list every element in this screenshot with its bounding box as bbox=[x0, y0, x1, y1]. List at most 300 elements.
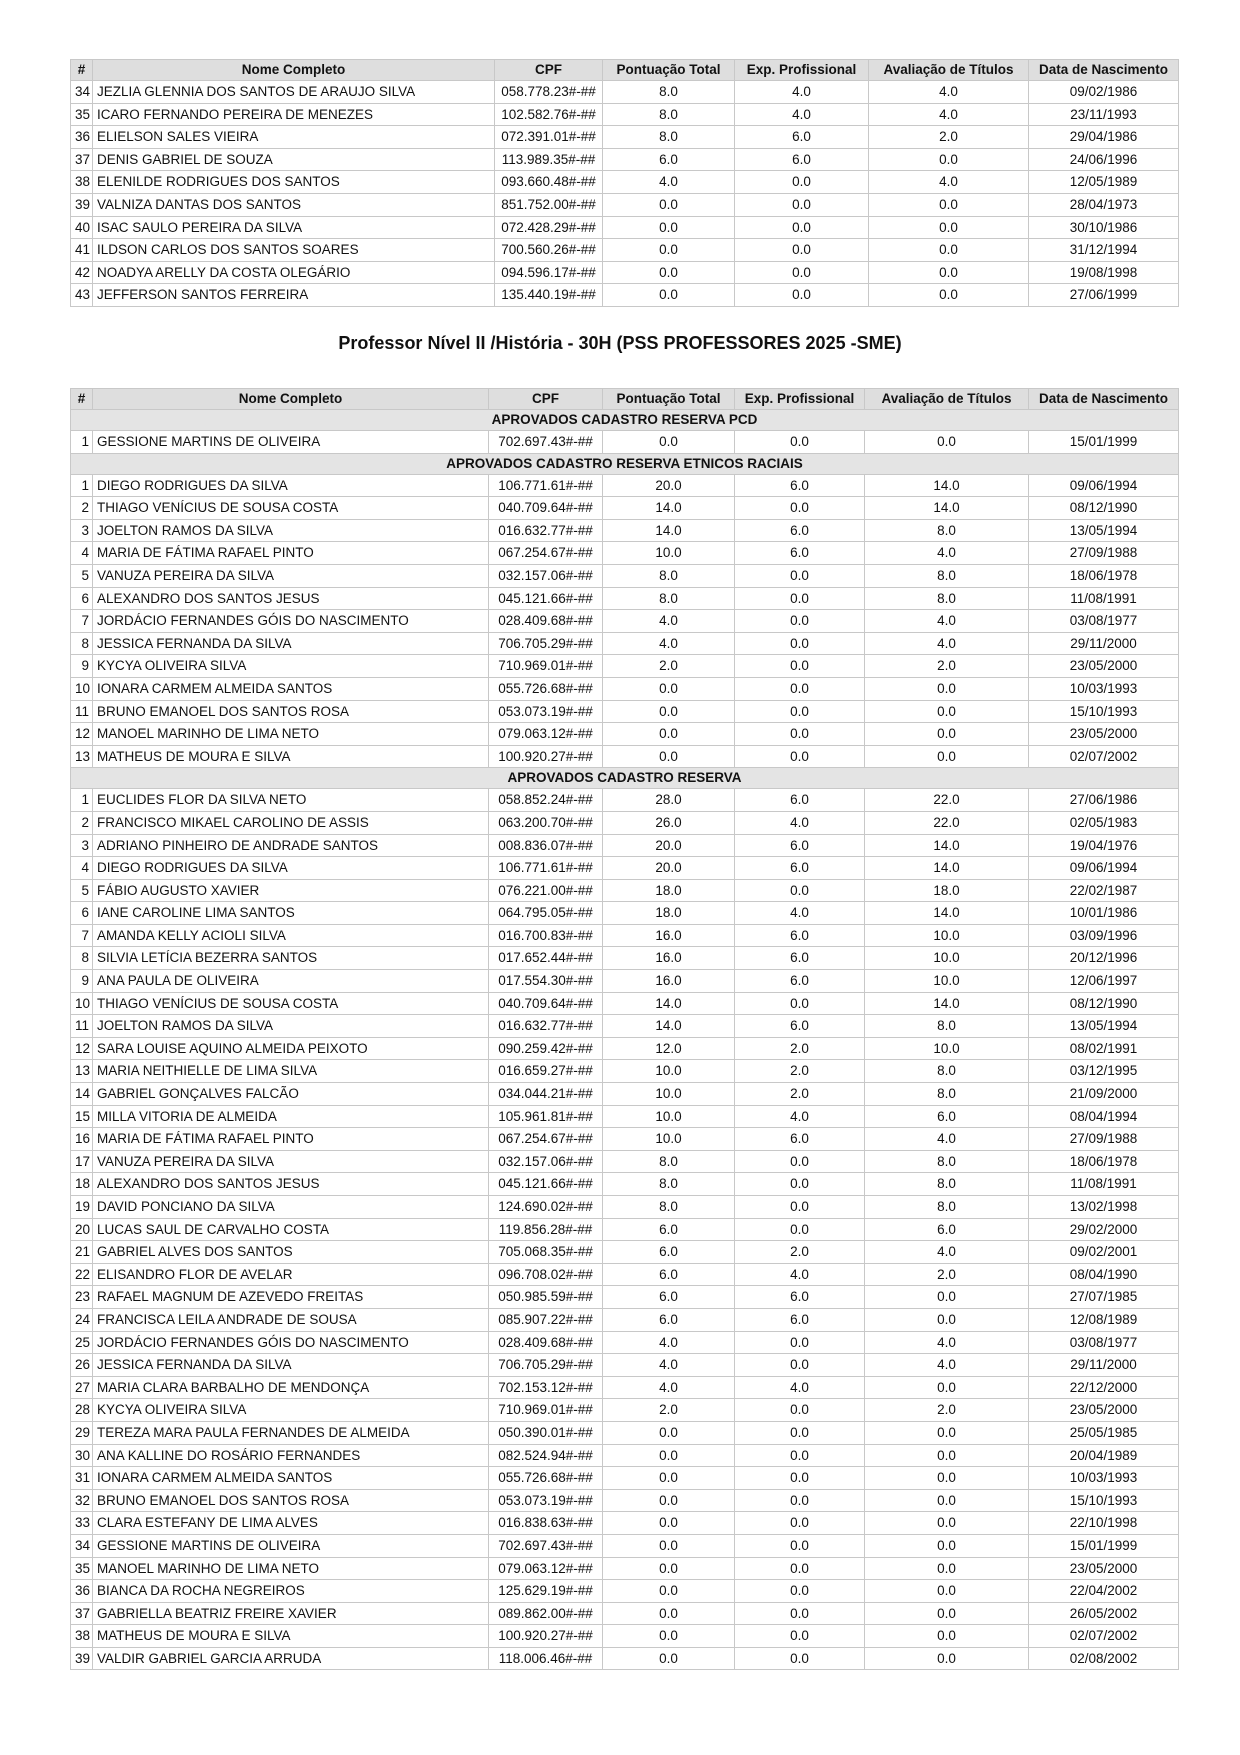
row-name: MARIA CLARA BARBALHO DE MENDONÇA bbox=[93, 1376, 489, 1399]
table-row bbox=[71, 1331, 1179, 1354]
row-titles: 0.0 bbox=[869, 261, 1029, 284]
row-cpf: 053.073.19#-## bbox=[489, 1489, 603, 1512]
row-exp: 4.0 bbox=[735, 1376, 865, 1399]
row-titles: 4.0 bbox=[869, 103, 1029, 126]
row-exp: 0.0 bbox=[735, 431, 865, 454]
table-row bbox=[71, 700, 1179, 723]
row-name: EUCLIDES FLOR DA SILVA NETO bbox=[93, 789, 489, 812]
row-total: 28.0 bbox=[603, 789, 735, 812]
row-titles: 0.0 bbox=[865, 1580, 1029, 1603]
row-titles: 0.0 bbox=[865, 431, 1029, 454]
row-total: 8.0 bbox=[603, 1150, 735, 1173]
row-name: MANOEL MARINHO DE LIMA NETO bbox=[93, 723, 489, 746]
row-exp: 0.0 bbox=[735, 1331, 865, 1354]
row-name: JESSICA FERNANDA DA SILVA bbox=[93, 632, 489, 655]
row-birthdate: 02/08/2002 bbox=[1029, 1647, 1179, 1670]
row-exp: 0.0 bbox=[735, 171, 869, 194]
col-index-header: # bbox=[71, 389, 93, 410]
row-titles: 4.0 bbox=[865, 1354, 1029, 1377]
group-title: APROVADOS CADASTRO RESERVA PCD bbox=[71, 410, 1179, 431]
row-cpf: 050.390.01#-## bbox=[489, 1421, 603, 1444]
row-name: DIEGO RODRIGUES DA SILVA bbox=[93, 474, 489, 497]
row-index: 4 bbox=[71, 857, 93, 880]
row-name: BRUNO EMANOEL DOS SANTOS ROSA bbox=[93, 1489, 489, 1512]
row-titles: 2.0 bbox=[865, 1263, 1029, 1286]
table-row bbox=[71, 834, 1179, 857]
row-exp: 4.0 bbox=[735, 1105, 865, 1128]
row-cpf: 016.632.77#-## bbox=[489, 519, 603, 542]
table-row bbox=[71, 632, 1179, 655]
row-index: 1 bbox=[71, 474, 93, 497]
col-exp-header: Exp. Profissional bbox=[735, 60, 869, 81]
group-header-row bbox=[71, 410, 1179, 431]
row-total: 2.0 bbox=[603, 655, 735, 678]
row-index: 13 bbox=[71, 1060, 93, 1083]
row-name: FRANCISCO MIKAEL CAROLINO DE ASSIS bbox=[93, 811, 489, 834]
row-exp: 6.0 bbox=[735, 126, 869, 149]
row-titles: 14.0 bbox=[865, 992, 1029, 1015]
row-titles: 18.0 bbox=[865, 879, 1029, 902]
row-titles: 0.0 bbox=[865, 1489, 1029, 1512]
row-index: 25 bbox=[71, 1331, 93, 1354]
group-title: APROVADOS CADASTRO RESERVA ETNICOS RACIAIS bbox=[71, 453, 1179, 474]
row-titles: 0.0 bbox=[865, 1376, 1029, 1399]
row-name: DAVID PONCIANO DA SILVA bbox=[93, 1196, 489, 1219]
table-row bbox=[71, 587, 1179, 610]
table-row bbox=[71, 1150, 1179, 1173]
row-total: 0.0 bbox=[603, 284, 735, 307]
row-name: MARIA DE FÁTIMA RAFAEL PINTO bbox=[93, 1128, 489, 1151]
row-titles: 4.0 bbox=[869, 171, 1029, 194]
row-titles: 0.0 bbox=[865, 1308, 1029, 1331]
row-total: 2.0 bbox=[603, 1399, 735, 1422]
row-birthdate: 15/10/1993 bbox=[1029, 700, 1179, 723]
row-total: 0.0 bbox=[603, 1647, 735, 1670]
row-total: 0.0 bbox=[603, 1421, 735, 1444]
row-exp: 0.0 bbox=[735, 261, 869, 284]
row-exp: 0.0 bbox=[735, 193, 869, 216]
row-total: 14.0 bbox=[603, 1015, 735, 1038]
row-birthdate: 15/10/1993 bbox=[1029, 1489, 1179, 1512]
row-index: 12 bbox=[71, 1037, 93, 1060]
row-name: MATHEUS DE MOURA E SILVA bbox=[93, 745, 489, 768]
row-cpf: 072.428.29#-## bbox=[495, 216, 603, 239]
row-cpf: 706.705.29#-## bbox=[489, 632, 603, 655]
group-header-row bbox=[71, 453, 1179, 474]
row-index: 42 bbox=[71, 261, 93, 284]
col-titles-header: Avaliação de Títulos bbox=[869, 60, 1029, 81]
row-index: 37 bbox=[71, 1602, 93, 1625]
row-exp: 2.0 bbox=[735, 1060, 865, 1083]
row-index: 2 bbox=[71, 497, 93, 520]
row-cpf: 106.771.61#-## bbox=[489, 474, 603, 497]
row-cpf: 072.391.01#-## bbox=[495, 126, 603, 149]
row-index: 6 bbox=[71, 587, 93, 610]
row-exp: 4.0 bbox=[735, 902, 865, 925]
row-index: 17 bbox=[71, 1150, 93, 1173]
row-birthdate: 09/06/1994 bbox=[1029, 474, 1179, 497]
row-index: 1 bbox=[71, 431, 93, 454]
row-cpf: 702.697.43#-## bbox=[489, 431, 603, 454]
row-cpf: 082.524.94#-## bbox=[489, 1444, 603, 1467]
row-total: 0.0 bbox=[603, 1557, 735, 1580]
row-name: NOADYA ARELLY DA COSTA OLEGÁRIO bbox=[93, 261, 495, 284]
row-total: 4.0 bbox=[603, 171, 735, 194]
row-index: 14 bbox=[71, 1083, 93, 1106]
row-cpf: 016.632.77#-## bbox=[489, 1015, 603, 1038]
row-index: 12 bbox=[71, 723, 93, 746]
row-birthdate: 22/02/1987 bbox=[1029, 879, 1179, 902]
row-total: 8.0 bbox=[603, 81, 735, 104]
row-birthdate: 24/06/1996 bbox=[1029, 148, 1179, 171]
row-total: 0.0 bbox=[603, 723, 735, 746]
row-titles: 14.0 bbox=[865, 902, 1029, 925]
row-name: ANA KALLINE DO ROSÁRIO FERNANDES bbox=[93, 1444, 489, 1467]
row-birthdate: 19/08/1998 bbox=[1029, 261, 1179, 284]
table-row bbox=[71, 1625, 1179, 1648]
row-titles: 14.0 bbox=[865, 857, 1029, 880]
row-total: 0.0 bbox=[603, 1489, 735, 1512]
row-name: KYCYA OLIVEIRA SILVA bbox=[93, 1399, 489, 1422]
row-index: 2 bbox=[71, 811, 93, 834]
row-exp: 0.0 bbox=[735, 879, 865, 902]
row-titles: 10.0 bbox=[865, 970, 1029, 993]
table-row bbox=[71, 1444, 1179, 1467]
row-birthdate: 23/05/2000 bbox=[1029, 1557, 1179, 1580]
row-birthdate: 02/07/2002 bbox=[1029, 745, 1179, 768]
row-birthdate: 15/01/1999 bbox=[1029, 1534, 1179, 1557]
row-exp: 6.0 bbox=[735, 924, 865, 947]
table-row bbox=[71, 193, 1179, 216]
row-birthdate: 29/04/1986 bbox=[1029, 126, 1179, 149]
table-row bbox=[71, 1105, 1179, 1128]
row-name: RAFAEL MAGNUM DE AZEVEDO FREITAS bbox=[93, 1286, 489, 1309]
col-cpf-header: CPF bbox=[489, 389, 603, 410]
table-row bbox=[71, 103, 1179, 126]
row-titles: 10.0 bbox=[865, 947, 1029, 970]
row-exp: 0.0 bbox=[735, 587, 865, 610]
row-birthdate: 19/04/1976 bbox=[1029, 834, 1179, 857]
row-index: 7 bbox=[71, 924, 93, 947]
table-row bbox=[71, 542, 1179, 565]
row-birthdate: 03/09/1996 bbox=[1029, 924, 1179, 947]
row-name: JORDÁCIO FERNANDES GÓIS DO NASCIMENTO bbox=[93, 610, 489, 633]
table-row bbox=[71, 1173, 1179, 1196]
row-titles: 10.0 bbox=[865, 924, 1029, 947]
row-birthdate: 27/09/1988 bbox=[1029, 542, 1179, 565]
row-titles: 0.0 bbox=[865, 723, 1029, 746]
row-cpf: 094.596.17#-## bbox=[495, 261, 603, 284]
row-total: 0.0 bbox=[603, 216, 735, 239]
row-titles: 0.0 bbox=[869, 239, 1029, 262]
row-index: 26 bbox=[71, 1354, 93, 1377]
row-name: TEREZA MARA PAULA FERNANDES DE ALMEIDA bbox=[93, 1421, 489, 1444]
table-row bbox=[71, 497, 1179, 520]
row-cpf: 100.920.27#-## bbox=[489, 1625, 603, 1648]
row-birthdate: 23/05/2000 bbox=[1029, 655, 1179, 678]
row-exp: 6.0 bbox=[735, 1128, 865, 1151]
results-table-historia bbox=[70, 388, 1179, 1670]
row-cpf: 008.836.07#-## bbox=[489, 834, 603, 857]
table-row bbox=[71, 171, 1179, 194]
row-cpf: 090.259.42#-## bbox=[489, 1037, 603, 1060]
row-index: 39 bbox=[71, 1647, 93, 1670]
row-name: JEFFERSON SANTOS FERREIRA bbox=[93, 284, 495, 307]
row-titles: 8.0 bbox=[865, 1015, 1029, 1038]
row-total: 10.0 bbox=[603, 1083, 735, 1106]
row-cpf: 032.157.06#-## bbox=[489, 1150, 603, 1173]
row-cpf: 040.709.64#-## bbox=[489, 497, 603, 520]
row-cpf: 105.961.81#-## bbox=[489, 1105, 603, 1128]
row-titles: 8.0 bbox=[865, 587, 1029, 610]
row-titles: 8.0 bbox=[865, 519, 1029, 542]
table-row bbox=[71, 1060, 1179, 1083]
row-titles: 0.0 bbox=[865, 1444, 1029, 1467]
row-cpf: 058.852.24#-## bbox=[489, 789, 603, 812]
table-row bbox=[71, 431, 1179, 454]
row-cpf: 058.778.23#-## bbox=[495, 81, 603, 104]
row-index: 32 bbox=[71, 1489, 93, 1512]
row-name: FRANCISCA LEILA ANDRADE DE SOUSA bbox=[93, 1308, 489, 1331]
row-total: 14.0 bbox=[603, 497, 735, 520]
row-cpf: 032.157.06#-## bbox=[489, 564, 603, 587]
row-exp: 0.0 bbox=[735, 1196, 865, 1219]
row-titles: 8.0 bbox=[865, 1150, 1029, 1173]
row-index: 29 bbox=[71, 1421, 93, 1444]
row-birthdate: 08/04/1990 bbox=[1029, 1263, 1179, 1286]
row-exp: 6.0 bbox=[735, 970, 865, 993]
table-row bbox=[71, 564, 1179, 587]
row-index: 11 bbox=[71, 1015, 93, 1038]
row-cpf: 079.063.12#-## bbox=[489, 1557, 603, 1580]
col-index-header: # bbox=[71, 60, 93, 81]
row-name: SILVIA LETÍCIA BEZERRA SANTOS bbox=[93, 947, 489, 970]
row-total: 0.0 bbox=[603, 745, 735, 768]
table-row bbox=[71, 1467, 1179, 1490]
table-row bbox=[71, 789, 1179, 812]
row-exp: 4.0 bbox=[735, 811, 865, 834]
row-exp: 6.0 bbox=[735, 519, 865, 542]
row-cpf: 700.560.26#-## bbox=[495, 239, 603, 262]
row-birthdate: 22/04/2002 bbox=[1029, 1580, 1179, 1603]
row-name: GESSIONE MARTINS DE OLIVEIRA bbox=[93, 431, 489, 454]
row-total: 16.0 bbox=[603, 924, 735, 947]
row-cpf: 093.660.48#-## bbox=[495, 171, 603, 194]
row-cpf: 702.697.43#-## bbox=[489, 1534, 603, 1557]
row-birthdate: 12/05/1989 bbox=[1029, 171, 1179, 194]
table-row bbox=[71, 745, 1179, 768]
table-row bbox=[71, 610, 1179, 633]
row-total: 14.0 bbox=[603, 992, 735, 1015]
row-cpf: 702.153.12#-## bbox=[489, 1376, 603, 1399]
section-title: Professor Nível II /História - 30H (PSS PROFESSORES 2025 -SME) bbox=[338, 333, 902, 353]
row-cpf: 040.709.64#-## bbox=[489, 992, 603, 1015]
row-birthdate: 20/04/1989 bbox=[1029, 1444, 1179, 1467]
row-index: 13 bbox=[71, 745, 93, 768]
row-index: 3 bbox=[71, 519, 93, 542]
table-row bbox=[71, 1263, 1179, 1286]
row-name: VALDIR GABRIEL GARCIA ARRUDA bbox=[93, 1647, 489, 1670]
row-titles: 8.0 bbox=[865, 1083, 1029, 1106]
row-exp: 0.0 bbox=[735, 610, 865, 633]
row-titles: 4.0 bbox=[865, 1128, 1029, 1151]
col-birthdate-header: Data de Nascimento bbox=[1029, 60, 1179, 81]
row-total: 8.0 bbox=[603, 564, 735, 587]
row-birthdate: 18/06/1978 bbox=[1029, 564, 1179, 587]
table-row bbox=[71, 970, 1179, 993]
row-total: 6.0 bbox=[603, 1308, 735, 1331]
table-row bbox=[71, 1218, 1179, 1241]
row-index: 33 bbox=[71, 1512, 93, 1535]
row-exp: 0.0 bbox=[735, 677, 865, 700]
row-name: ILDSON CARLOS DOS SANTOS SOARES bbox=[93, 239, 495, 262]
row-exp: 0.0 bbox=[735, 1399, 865, 1422]
row-titles: 14.0 bbox=[865, 474, 1029, 497]
row-total: 18.0 bbox=[603, 902, 735, 925]
row-exp: 4.0 bbox=[735, 81, 869, 104]
row-exp: 0.0 bbox=[735, 1625, 865, 1648]
row-index: 28 bbox=[71, 1399, 93, 1422]
row-index: 41 bbox=[71, 239, 93, 262]
row-titles: 6.0 bbox=[865, 1218, 1029, 1241]
results-table-continued bbox=[70, 59, 1179, 307]
table-row bbox=[71, 1196, 1179, 1219]
row-titles: 0.0 bbox=[865, 1467, 1029, 1490]
table-row bbox=[71, 1037, 1179, 1060]
row-titles: 8.0 bbox=[865, 1060, 1029, 1083]
row-birthdate: 28/04/1973 bbox=[1029, 193, 1179, 216]
row-birthdate: 20/12/1996 bbox=[1029, 947, 1179, 970]
row-total: 16.0 bbox=[603, 970, 735, 993]
row-exp: 0.0 bbox=[735, 632, 865, 655]
row-index: 23 bbox=[71, 1286, 93, 1309]
table-row bbox=[71, 1602, 1179, 1625]
row-index: 24 bbox=[71, 1308, 93, 1331]
row-index: 20 bbox=[71, 1218, 93, 1241]
row-cpf: 125.629.19#-## bbox=[489, 1580, 603, 1603]
table-row bbox=[71, 992, 1179, 1015]
row-name: ELIELSON SALES VIEIRA bbox=[93, 126, 495, 149]
row-total: 0.0 bbox=[603, 1580, 735, 1603]
row-birthdate: 22/10/1998 bbox=[1029, 1512, 1179, 1535]
row-birthdate: 23/11/1993 bbox=[1029, 103, 1179, 126]
row-name: JORDÁCIO FERNANDES GÓIS DO NASCIMENTO bbox=[93, 1331, 489, 1354]
row-birthdate: 15/01/1999 bbox=[1029, 431, 1179, 454]
row-birthdate: 08/12/1990 bbox=[1029, 497, 1179, 520]
table-row bbox=[71, 284, 1179, 307]
row-exp: 0.0 bbox=[735, 1602, 865, 1625]
row-exp: 0.0 bbox=[735, 564, 865, 587]
col-cpf-header: CPF bbox=[495, 60, 603, 81]
row-cpf: 100.920.27#-## bbox=[489, 745, 603, 768]
row-cpf: 118.006.46#-## bbox=[489, 1647, 603, 1670]
row-index: 10 bbox=[71, 992, 93, 1015]
row-exp: 6.0 bbox=[735, 1308, 865, 1331]
row-exp: 0.0 bbox=[735, 1218, 865, 1241]
row-cpf: 016.659.27#-## bbox=[489, 1060, 603, 1083]
row-total: 8.0 bbox=[603, 587, 735, 610]
row-cpf: 050.985.59#-## bbox=[489, 1286, 603, 1309]
row-exp: 0.0 bbox=[735, 1467, 865, 1490]
row-cpf: 016.838.63#-## bbox=[489, 1512, 603, 1535]
row-total: 6.0 bbox=[603, 1218, 735, 1241]
row-exp: 0.0 bbox=[735, 992, 865, 1015]
row-index: 34 bbox=[71, 81, 93, 104]
row-cpf: 028.409.68#-## bbox=[489, 1331, 603, 1354]
row-titles: 8.0 bbox=[865, 1173, 1029, 1196]
row-total: 6.0 bbox=[603, 1241, 735, 1264]
row-birthdate: 11/08/1991 bbox=[1029, 587, 1179, 610]
row-exp: 0.0 bbox=[735, 216, 869, 239]
row-cpf: 705.068.35#-## bbox=[489, 1241, 603, 1264]
row-index: 9 bbox=[71, 655, 93, 678]
row-total: 4.0 bbox=[603, 632, 735, 655]
table-row bbox=[71, 1489, 1179, 1512]
row-birthdate: 02/05/1983 bbox=[1029, 811, 1179, 834]
row-total: 0.0 bbox=[603, 193, 735, 216]
row-total: 0.0 bbox=[603, 1512, 735, 1535]
row-exp: 6.0 bbox=[735, 1286, 865, 1309]
row-total: 6.0 bbox=[603, 1286, 735, 1309]
row-total: 0.0 bbox=[603, 677, 735, 700]
row-index: 8 bbox=[71, 632, 93, 655]
row-total: 4.0 bbox=[603, 1331, 735, 1354]
row-exp: 6.0 bbox=[735, 947, 865, 970]
row-titles: 0.0 bbox=[865, 745, 1029, 768]
table-row bbox=[71, 1015, 1179, 1038]
row-birthdate: 27/06/1999 bbox=[1029, 284, 1179, 307]
table-row bbox=[71, 1376, 1179, 1399]
row-titles: 0.0 bbox=[869, 216, 1029, 239]
row-titles: 4.0 bbox=[865, 610, 1029, 633]
table-row bbox=[71, 1241, 1179, 1264]
row-titles: 2.0 bbox=[865, 655, 1029, 678]
row-total: 16.0 bbox=[603, 947, 735, 970]
row-birthdate: 10/03/1993 bbox=[1029, 1467, 1179, 1490]
row-cpf: 017.652.44#-## bbox=[489, 947, 603, 970]
row-index: 34 bbox=[71, 1534, 93, 1557]
row-name: GESSIONE MARTINS DE OLIVEIRA bbox=[93, 1534, 489, 1557]
row-birthdate: 13/02/1998 bbox=[1029, 1196, 1179, 1219]
row-total: 0.0 bbox=[603, 700, 735, 723]
row-name: BIANCA DA ROCHA NEGREIROS bbox=[93, 1580, 489, 1603]
row-titles: 2.0 bbox=[865, 1399, 1029, 1422]
row-birthdate: 26/05/2002 bbox=[1029, 1602, 1179, 1625]
row-exp: 0.0 bbox=[735, 1489, 865, 1512]
row-exp: 2.0 bbox=[735, 1037, 865, 1060]
table-row bbox=[71, 857, 1179, 880]
row-titles: 22.0 bbox=[865, 789, 1029, 812]
row-total: 6.0 bbox=[603, 1263, 735, 1286]
row-name: KYCYA OLIVEIRA SILVA bbox=[93, 655, 489, 678]
row-birthdate: 27/09/1988 bbox=[1029, 1128, 1179, 1151]
row-titles: 6.0 bbox=[865, 1105, 1029, 1128]
row-index: 35 bbox=[71, 1557, 93, 1580]
row-cpf: 045.121.66#-## bbox=[489, 1173, 603, 1196]
row-name: MARIA NEITHIELLE DE LIMA SILVA bbox=[93, 1060, 489, 1083]
row-total: 0.0 bbox=[603, 1625, 735, 1648]
row-titles: 0.0 bbox=[865, 1625, 1029, 1648]
row-birthdate: 25/05/1985 bbox=[1029, 1421, 1179, 1444]
row-name: MARIA DE FÁTIMA RAFAEL PINTO bbox=[93, 542, 489, 565]
row-index: 43 bbox=[71, 284, 93, 307]
table-row bbox=[71, 1128, 1179, 1151]
row-birthdate: 22/12/2000 bbox=[1029, 1376, 1179, 1399]
row-name: ELENILDE RODRIGUES DOS SANTOS bbox=[93, 171, 495, 194]
row-exp: 2.0 bbox=[735, 1083, 865, 1106]
row-cpf: 067.254.67#-## bbox=[489, 542, 603, 565]
row-titles: 4.0 bbox=[869, 81, 1029, 104]
